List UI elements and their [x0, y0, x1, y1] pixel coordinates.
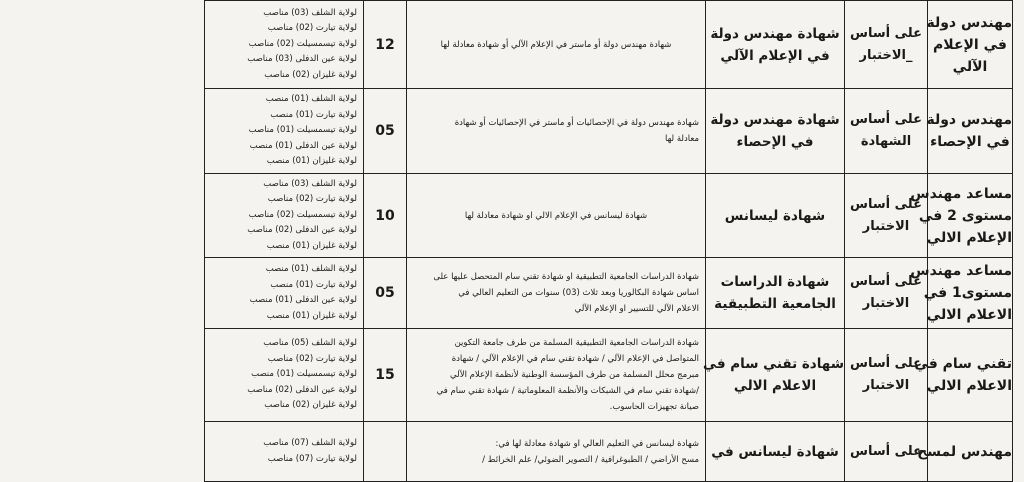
post-name-line: الآلي: [952, 58, 988, 75]
table-row: [205, 258, 1013, 329]
distribution-line: لولاية عين الدفلى (01) منصب: [249, 295, 357, 305]
distribution-line: لولاية الشلف (05) مناصب: [263, 338, 357, 349]
table-row: [205, 329, 1013, 422]
job-table: [204, 0, 1013, 482]
certificate-cell: [706, 1, 845, 89]
requirements-line: شهادة مهندس دولة أو ماستر في الإعلام الآلي أو شهادة معادلة لها: [440, 39, 672, 50]
positions-count: 15: [375, 367, 395, 383]
certificate-line: شهادة تقني سام في: [703, 356, 844, 372]
requirements-line: شهادة ليسانس في التعليم العالي او شهادة معادلة لها في:: [495, 438, 699, 449]
distribution-line: لولاية عين الدفلى (02) مناصب: [247, 225, 357, 236]
recruitment-mode-cell: [845, 329, 928, 422]
recruitment-mode-line: على أساس: [850, 274, 922, 289]
post-name-cell: [928, 1, 1013, 89]
certificate-line: شهادة ليسانس في: [711, 443, 839, 460]
distribution-line: لولاية الشلف (07) مناصب: [263, 438, 357, 448]
distribution-cell: [205, 89, 364, 174]
certificate-line: شهادة الدراسات: [720, 274, 830, 290]
recruitment-mode-line: على أساس: [850, 25, 922, 41]
certificate-line: شهادة مهندس دولة: [710, 112, 840, 128]
recruitment-mode-cell: [845, 89, 928, 174]
distribution-line: لولاية تيارت (07) مناصب: [267, 453, 357, 464]
recruitment-mode-line: الشهادة: [860, 134, 912, 149]
distribution-line: لولاية تيارت (02) مناصب: [267, 23, 357, 34]
distribution-line: لولاية الشلف (01) منصب: [265, 264, 357, 274]
post-name-line: مهندس دولة: [926, 14, 1012, 31]
requirements-cell: [407, 1, 706, 89]
post-name-line: في الإحصاء: [930, 134, 1010, 150]
positions-count: 10: [375, 207, 395, 224]
post-name-line: مساعد مهندس: [910, 185, 1012, 202]
certificate-line: شهادة ليسانس: [724, 207, 826, 224]
distribution-line: لولاية تيسمسيلت (01) منصب: [251, 369, 357, 380]
distribution-line: لولاية تيسمسيلت (01) مناصب: [248, 125, 357, 136]
positions-count-cell: [364, 422, 407, 482]
distribution-line: لولاية غليزان (02) مناصب: [264, 69, 357, 80]
distribution-line: لولاية الشلف (01) منصب: [265, 94, 357, 105]
requirements-cell: [407, 329, 706, 422]
requirements-line: /شهادة تقني سام في الشبكات والأنظمة المعلوماتية / شهادة تقني سام في: [436, 386, 699, 396]
distribution-line: لولاية تيارت (01) منصب: [270, 279, 357, 290]
post-name-line: الاعلام الالي: [926, 378, 1012, 394]
requirements-cell: [407, 422, 706, 482]
distribution-line: لولاية تيارت (02) مناصب: [267, 194, 357, 205]
distribution-line: لولاية تيارت (01) منصب: [270, 109, 357, 120]
distribution-line: لولاية غليزان (01) منصب: [266, 310, 357, 321]
certificate-line: شهادة مهندس دولة: [710, 25, 840, 42]
distribution-line: لولاية الشلف (03) مناصب: [263, 178, 357, 189]
requirements-line: شهادة الدراسات الجامعية التطبيقية او شهادة تقني سام المتحصل عليها على: [433, 272, 699, 282]
post-name-line: الإعلام الالي: [926, 229, 1012, 246]
post-name-line: مهندس دولة: [926, 112, 1012, 128]
distribution-cell: [205, 174, 364, 258]
post-name-cell: [910, 258, 1013, 329]
requirements-line: شهادة الدراسات الجامعية التطبيقية المسلمة من طرف جامعة التكوين: [454, 338, 699, 348]
table-row: [205, 89, 1013, 174]
requirements-cell: [407, 89, 706, 174]
post-name-line: مستوى 2 في: [918, 207, 1012, 224]
distribution-line: لولاية غليزان (01) منصب: [266, 240, 357, 251]
distribution-line: لولاية تيسمسيلت (02) مناصب: [248, 38, 357, 49]
post-name-cell: [910, 174, 1013, 258]
recruitment-mode-cell: [845, 422, 928, 482]
positions-count-cell: [364, 329, 407, 422]
post-name-line: في الإعلام: [933, 36, 1007, 53]
table-row: [205, 422, 1013, 482]
recruitment-mode-cell: [845, 1, 928, 89]
certificate-cell: [703, 329, 845, 422]
distribution-cell: [205, 329, 364, 422]
certificate-line: في الإعلام الآلي: [720, 47, 830, 64]
distribution-cell: [205, 1, 364, 89]
distribution-cell: [205, 258, 364, 329]
certificate-cell: [706, 422, 845, 482]
recruitment-mode-line: على أساس: [850, 443, 922, 459]
distribution-line: لولاية غليزان (01) منصب: [266, 156, 357, 167]
recruitment-mode-line: على أساس: [850, 112, 922, 127]
post-name-line: تقني سام في: [914, 356, 1012, 372]
requirements-line: معادلة لها: [665, 134, 699, 144]
requirements-line: مبرمج محلل المسلمة من طرف المؤسسة الوطنية لأنظمة الإعلام الآلي: [450, 370, 699, 380]
distribution-line: لولاية عين الدفلى (03) مناصب: [247, 54, 357, 65]
requirements-cell: [407, 174, 706, 258]
requirements-line: الاعلام الآلي للتسيير او الإعلام الآلي: [574, 304, 699, 314]
requirements-line: صيانة تجهيزات الحاسوب.: [609, 402, 699, 412]
recruitment-mode-line: الاختبار: [862, 218, 910, 234]
positions-count: 05: [375, 123, 395, 139]
certificate-cell: [706, 174, 845, 258]
distribution-cell: [205, 422, 364, 482]
requirements-line: اساس شهادة البكالوريا وبعد ثلاث (03) سنوات من التعليم العالي في: [458, 288, 699, 298]
positions-count-cell: [364, 89, 407, 174]
post-name-cell: [914, 329, 1013, 422]
recruitment-mode-line: على أساس: [850, 196, 922, 212]
post-name-cell: [928, 89, 1013, 174]
recruitment-mode-line: _الاختبار: [859, 47, 913, 63]
positions-count-cell: [364, 174, 407, 258]
positions-count-cell: [364, 1, 407, 89]
table-row: [205, 1, 1013, 89]
requirements-cell: [407, 258, 706, 329]
requirements-line: المتواصل في الإعلام الآلي / شهادة تقني سام في الإعلام الآلي / شهادة: [451, 354, 699, 364]
certificate-cell: [706, 89, 845, 174]
distribution-line: لولاية تيسمسيلت (02) مناصب: [248, 209, 357, 220]
recruitment-mode-line: الاختبار: [862, 378, 910, 393]
distribution-line: لولاية تيارت (02) مناصب: [267, 353, 357, 364]
post-name-line: الاعلام الالي: [926, 307, 1012, 323]
distribution-line: لولاية عين الدفلى (02) مناصب: [247, 384, 357, 395]
certificate-line: الجامعية التطبيقية: [714, 296, 836, 312]
table-row: [205, 174, 1013, 258]
certificate-line: في الإحصاء: [736, 134, 814, 150]
requirements-line: شهادة مهندس دولة في الإحصائيات أو ماستر في الإحصائيات أو شهادة: [454, 118, 699, 128]
post-name-line: مهندس لمسح: [917, 443, 1012, 460]
positions-count: 12: [375, 36, 395, 53]
recruitment-mode-line: على أساس: [850, 356, 922, 371]
post-name-line: مساعد مهندس: [910, 263, 1012, 279]
requirements-line: شهادة ليسانس في الإعلام الالي او شهادة معادلة لها: [464, 210, 648, 221]
recruitment-mode-line: الاختبار: [862, 296, 910, 311]
positions-count-cell: [364, 258, 407, 329]
post-name-line: مستوى1 في: [923, 285, 1012, 301]
distribution-line: لولاية عين الدفلى (01) منصب: [249, 140, 357, 151]
distribution-line: لولاية غليزان (02) مناصب: [264, 400, 357, 411]
certificate-cell: [706, 258, 845, 329]
post-name-cell: [917, 422, 1013, 482]
positions-count: 05: [375, 285, 395, 301]
certificate-line: الاعلام الالي: [733, 378, 817, 394]
distribution-line: لولاية الشلف (03) مناصب: [263, 7, 357, 18]
requirements-line: مسح الأراضي / الطبوغرافية / التصوير الضوئي/ علم الخرائط /: [482, 454, 699, 465]
